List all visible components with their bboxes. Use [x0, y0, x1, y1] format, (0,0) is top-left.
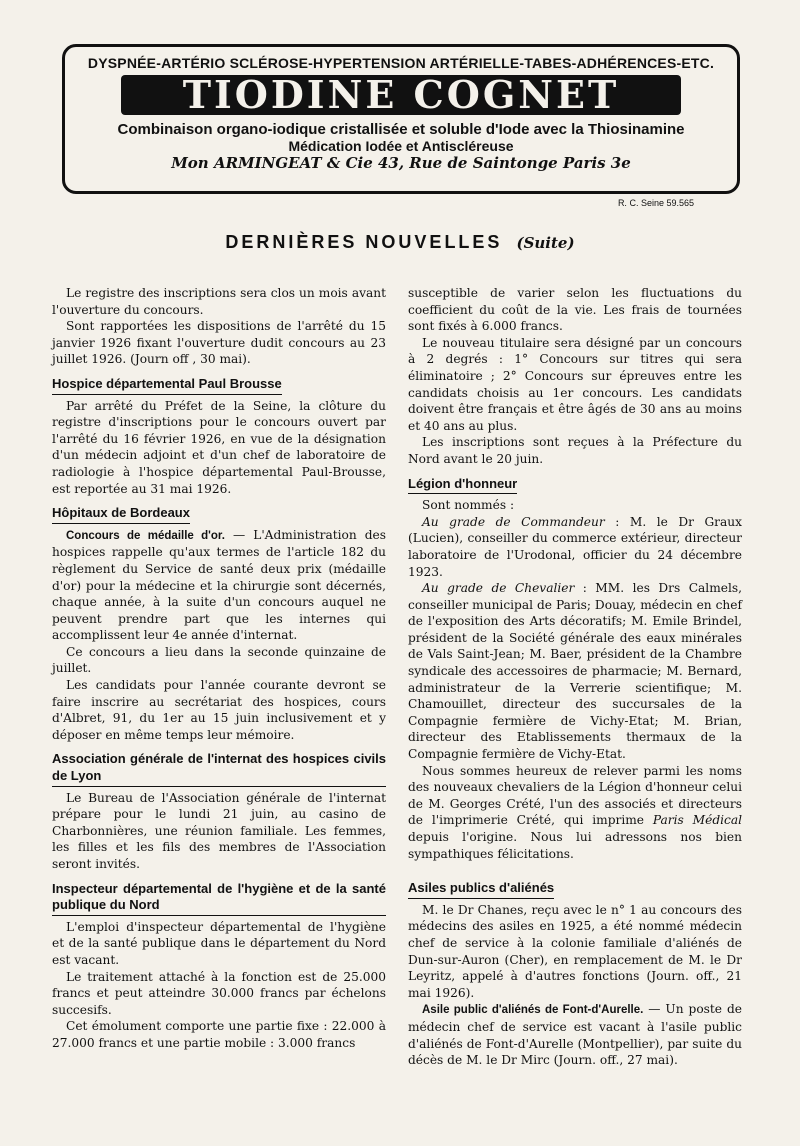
ad-address: Mon ARMINGEAT & Cie 43, Rue de Saintonge Paris 3e	[171, 154, 631, 172]
heading-bordeaux: Hôpitaux de Bordeaux	[52, 505, 190, 524]
paragraph: Le registre des inscriptions sera clos un mois avant l'ouverture du concours.	[52, 286, 386, 317]
heading-legion-honneur: Légion d'honneur	[408, 476, 517, 495]
subheading-font-daurelle: Asile public d'aliénés de Font-d'Aurelle.	[422, 1004, 644, 1017]
text: — L'Administration des hospices rappelle qu'aux termes de l'article 182 du règlement du Service de santé deux prix (médaille d'or) pour la médecine et la chirurgie sont décernés, chaque année, à la suite d'un concours auquel ne peuvent prendre part que les internes qui accomplissent leur 4e année d'internat.	[52, 527, 386, 643]
paragraph	[408, 580, 742, 763]
paragraph	[408, 1001, 742, 1068]
heading-asiles: Asiles publics d'aliénés	[408, 880, 554, 899]
paragraph: Par arrêté du Préfet de la Seine, la clôture du registre d'inscriptions pour le concours ouvert par l'arrêté du 16 février 1926, en vue de la désignation d'un médecin adjoint et d'un chef de laboratoire de radiologie à l'hospice départemental Paul-Brousse, est reportée au 31 mai 1926.	[52, 398, 386, 496]
paragraph: Ce concours a lieu dans la seconde quinzaine de juillet.	[52, 644, 386, 676]
paragraph	[408, 514, 742, 580]
subheading-medaille: Concours de médaille d'or.	[66, 529, 225, 542]
paragraph: Sont nommés :	[422, 498, 515, 513]
ad-description: Combinaison organo-iodique cristallisée et soluble d'Iode avec la Thiosinamine	[117, 121, 685, 138]
paragraph: Les inscriptions sont reçues à la Préfecture du Nord avant le 20 juin.	[408, 435, 742, 466]
heading-lyon: Association générale de l'internat des hospices civils de Lyon	[52, 751, 386, 786]
page-title	[0, 232, 800, 253]
paragraph: susceptible de varier selon les fluctuations du coefficient du coût de la vie. Les frais de tournées sont fixés à 6.000 francs.	[408, 286, 742, 334]
heading-nord: Inspecteur départemental de l'hygiène et de la santé publique du Nord	[52, 881, 386, 916]
paragraph: Les candidats pour l'année courante devront se faire inscrire au secrétariat des hospices, cours d'Albret, 91, du 1er au 15 juin inclusivement et y déposer en même temps leur mémoire.	[52, 678, 386, 742]
right-column	[408, 285, 742, 1069]
paragraph: L'emploi d'inspecteur départemental de l'hygiène et de la santé publique dans le département du Nord est vacant.	[52, 919, 386, 967]
paragraph: Le nouveau titulaire sera désigné par un concours à 2 degrés : 1° Concours sur titres qui sera éliminatoire ; 2° Concours sur épreuves entre les candidats choisis au 1er concours. Les candidats doivent être français et être âgés de 30 ans au moins et 40 ans au plus.	[408, 335, 742, 433]
text: depuis l'origine. Nous lui adressons nos bien sympathiques félicitations.	[408, 830, 742, 861]
grade-chevalier: Au grade de Chevalier	[422, 581, 575, 596]
left-column	[52, 285, 386, 1052]
paragraph: M. le Dr Chanes, reçu avec le n° 1 au concours des médecins des asiles en 1925, a été nommé médecin chef de service à la colonie familiale d'aliénés de Dun-sur-Auron (Cher), en remplacement de M. le Dr Leyritz, appelé à d'autres fonctions (Journ. off., 21 mai 1926).	[408, 902, 742, 1000]
paragraph: Le Bureau de l'Association générale de l'internat prépare pour le lundi 21 juin, au casino de Charbonnières, une réunion familiale. Les femmes, les filles et les fils des membres de l'Association seront invités.	[52, 790, 386, 871]
title-main: DERNIÈRES NOUVELLES	[225, 232, 503, 252]
paragraph	[52, 527, 386, 644]
grade-commandeur: Au grade de Commandeur	[422, 514, 605, 529]
ad-medication: Médication Iodée et Antiscléreuse	[288, 138, 514, 154]
title-suite: (Suite)	[516, 234, 575, 252]
paragraph	[408, 763, 742, 863]
advertisement-box	[62, 44, 740, 194]
text: : MM. les Drs Calmels, conseiller municipal de Paris; Douay, médecin en chef de l'exposition des Arts décoratifs; M. Emile Brindel, président de la Société générale des eaux minérales de Vals Saint-Jean; M. Baer, président de la Chambre syndicale des accessoires de pharmacie; M. Bernard, administrateur de la Verrerie scientifique; M. Chamouillet, directeur des succursales de la Compagnie fermière de Vichy-Etat; M. Brian, directeur des Etablissements thermaux de la Compagnie fermière de Vichy-Etat.	[408, 581, 742, 762]
registry-number: R. C. Seine 59.565	[617, 198, 694, 208]
text: : M. le Dr Graux (Lucien), conseiller du commerce extérieur, directeur laboratoire de l'Urodonal, officier du 24 décembre 1923.	[408, 514, 742, 579]
paragraph: Sont rapportées les dispositions de l'arrêté du 15 janvier 1926 fixant l'ouverture dudit concours au 23 juillet 1926. (Journ off , 30 mai).	[52, 319, 386, 367]
ad-brand-name: TIODINE COGNET	[121, 75, 681, 115]
text: Nous sommes heureux de relever parmi les noms des nouveaux chevaliers de la Légion d'honneur celui de M. Georges Crété, l'un des associés et directeurs de l'imprimerie Crété, qui imprime	[408, 763, 742, 828]
heading-paul-brousse: Hospice départemental Paul Brousse	[52, 376, 282, 395]
ad-conditions: DYSPNÉE-ARTÉRIO SCLÉROSE-HYPERTENSION ARTÉRIELLE-TABES-ADHÉRENCES-ETC.	[87, 55, 715, 71]
journal-name: Paris Médical	[652, 813, 743, 828]
paragraph: Cet émolument comporte une partie fixe : 22.000 à 27.000 francs et une partie mobile : 3.000 francs	[52, 1019, 386, 1050]
paragraph: Le traitement attaché à la fonction est de 25.000 francs et peut atteindre 30.000 francs par échelons succesifs.	[52, 969, 386, 1017]
text: — Un poste de médecin chef de service est vacant à l'asile public d'aliénés de Font-d'Aurelle (Montpellier), par suite du décès de M. le Dr Mirc (Journ. off., 27 mai).	[408, 1002, 742, 1068]
